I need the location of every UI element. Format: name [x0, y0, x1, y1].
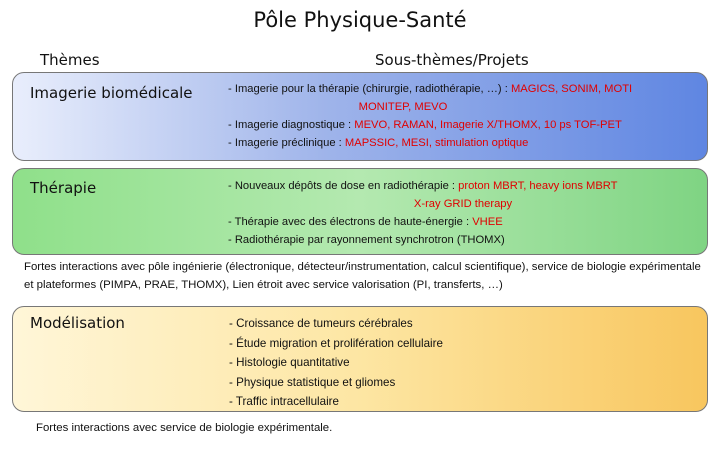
theme-imaging: Imagerie biomédicale [30, 84, 193, 102]
subtheme-label: - Nouveaux dépôts de dose en radiothérapie : [228, 180, 459, 192]
project-list: proton MBRT, heavy ions MBRT [458, 180, 618, 192]
subtheme-label: - Radiothérapie par rayonnement synchrotron (THOMX) [228, 234, 505, 246]
theme-therapy: Thérapie [30, 179, 97, 197]
theme-modeling: Modélisation [30, 314, 125, 332]
project-list: MAGICS, SONIM, MOTI [510, 83, 633, 95]
project-list: X-ray GRID therapy [413, 198, 513, 210]
subtheme-line [228, 177, 698, 195]
subthemes-header: Sous-thèmes/Projets [375, 51, 529, 69]
subtheme-line [228, 80, 632, 98]
subtheme-label: - Imagerie pour la thérapie (chirurgie, radiothérapie, …) : [228, 83, 511, 95]
subtheme-line [228, 231, 698, 249]
subtheme-line [228, 116, 632, 134]
therapy-subthemes [228, 177, 698, 249]
subtheme-line [228, 213, 698, 231]
subtheme-line: - Traffic intracellulaire [229, 395, 339, 408]
subtheme-line: - Étude migration et prolifération cellulaire [229, 336, 443, 350]
interactions-note-biology: Fortes interactions avec service de biologie expérimentale. [36, 422, 333, 434]
interactions-note: Fortes interactions avec pôle ingénierie (électronique, détecteur/instrumentation, calcul scientifique), service de biologie expérimentale et plateformes (PIMPA, PRAE, THOMX), Lien étroit avec service valorisation (PI, transferts, …) [24, 261, 701, 291]
subtheme-line [228, 134, 632, 152]
subtheme-line [228, 98, 578, 116]
subtheme-line: - Physique statistique et gliomes [229, 375, 396, 389]
project-list: MEVO, RAMAN, Imagerie X/THOMX, 10 ps TOF-PET [354, 119, 622, 131]
subtheme-line: - Croissance de tumeurs cérébrales [229, 317, 413, 330]
themes-header: Thèmes [40, 51, 100, 69]
subtheme-line [228, 195, 698, 213]
project-list: MAPSSIC, MESI, stimulation optique [344, 137, 529, 149]
subtheme-label: - Thérapie avec des électrons de haute-énergie : [228, 216, 473, 228]
imaging-subthemes [228, 80, 632, 152]
modeling-subthemes [229, 314, 443, 412]
page-title: Pôle Physique-Santé [253, 8, 467, 32]
subtheme-label: - Imagerie préclinique : [228, 137, 345, 149]
subtheme-label: - Imagerie diagnostique : [228, 119, 355, 131]
subtheme-line: - Histologie quantitative [229, 356, 350, 369]
project-list: VHEE [472, 216, 503, 228]
project-list: MONITEP, MEVO [358, 101, 448, 113]
